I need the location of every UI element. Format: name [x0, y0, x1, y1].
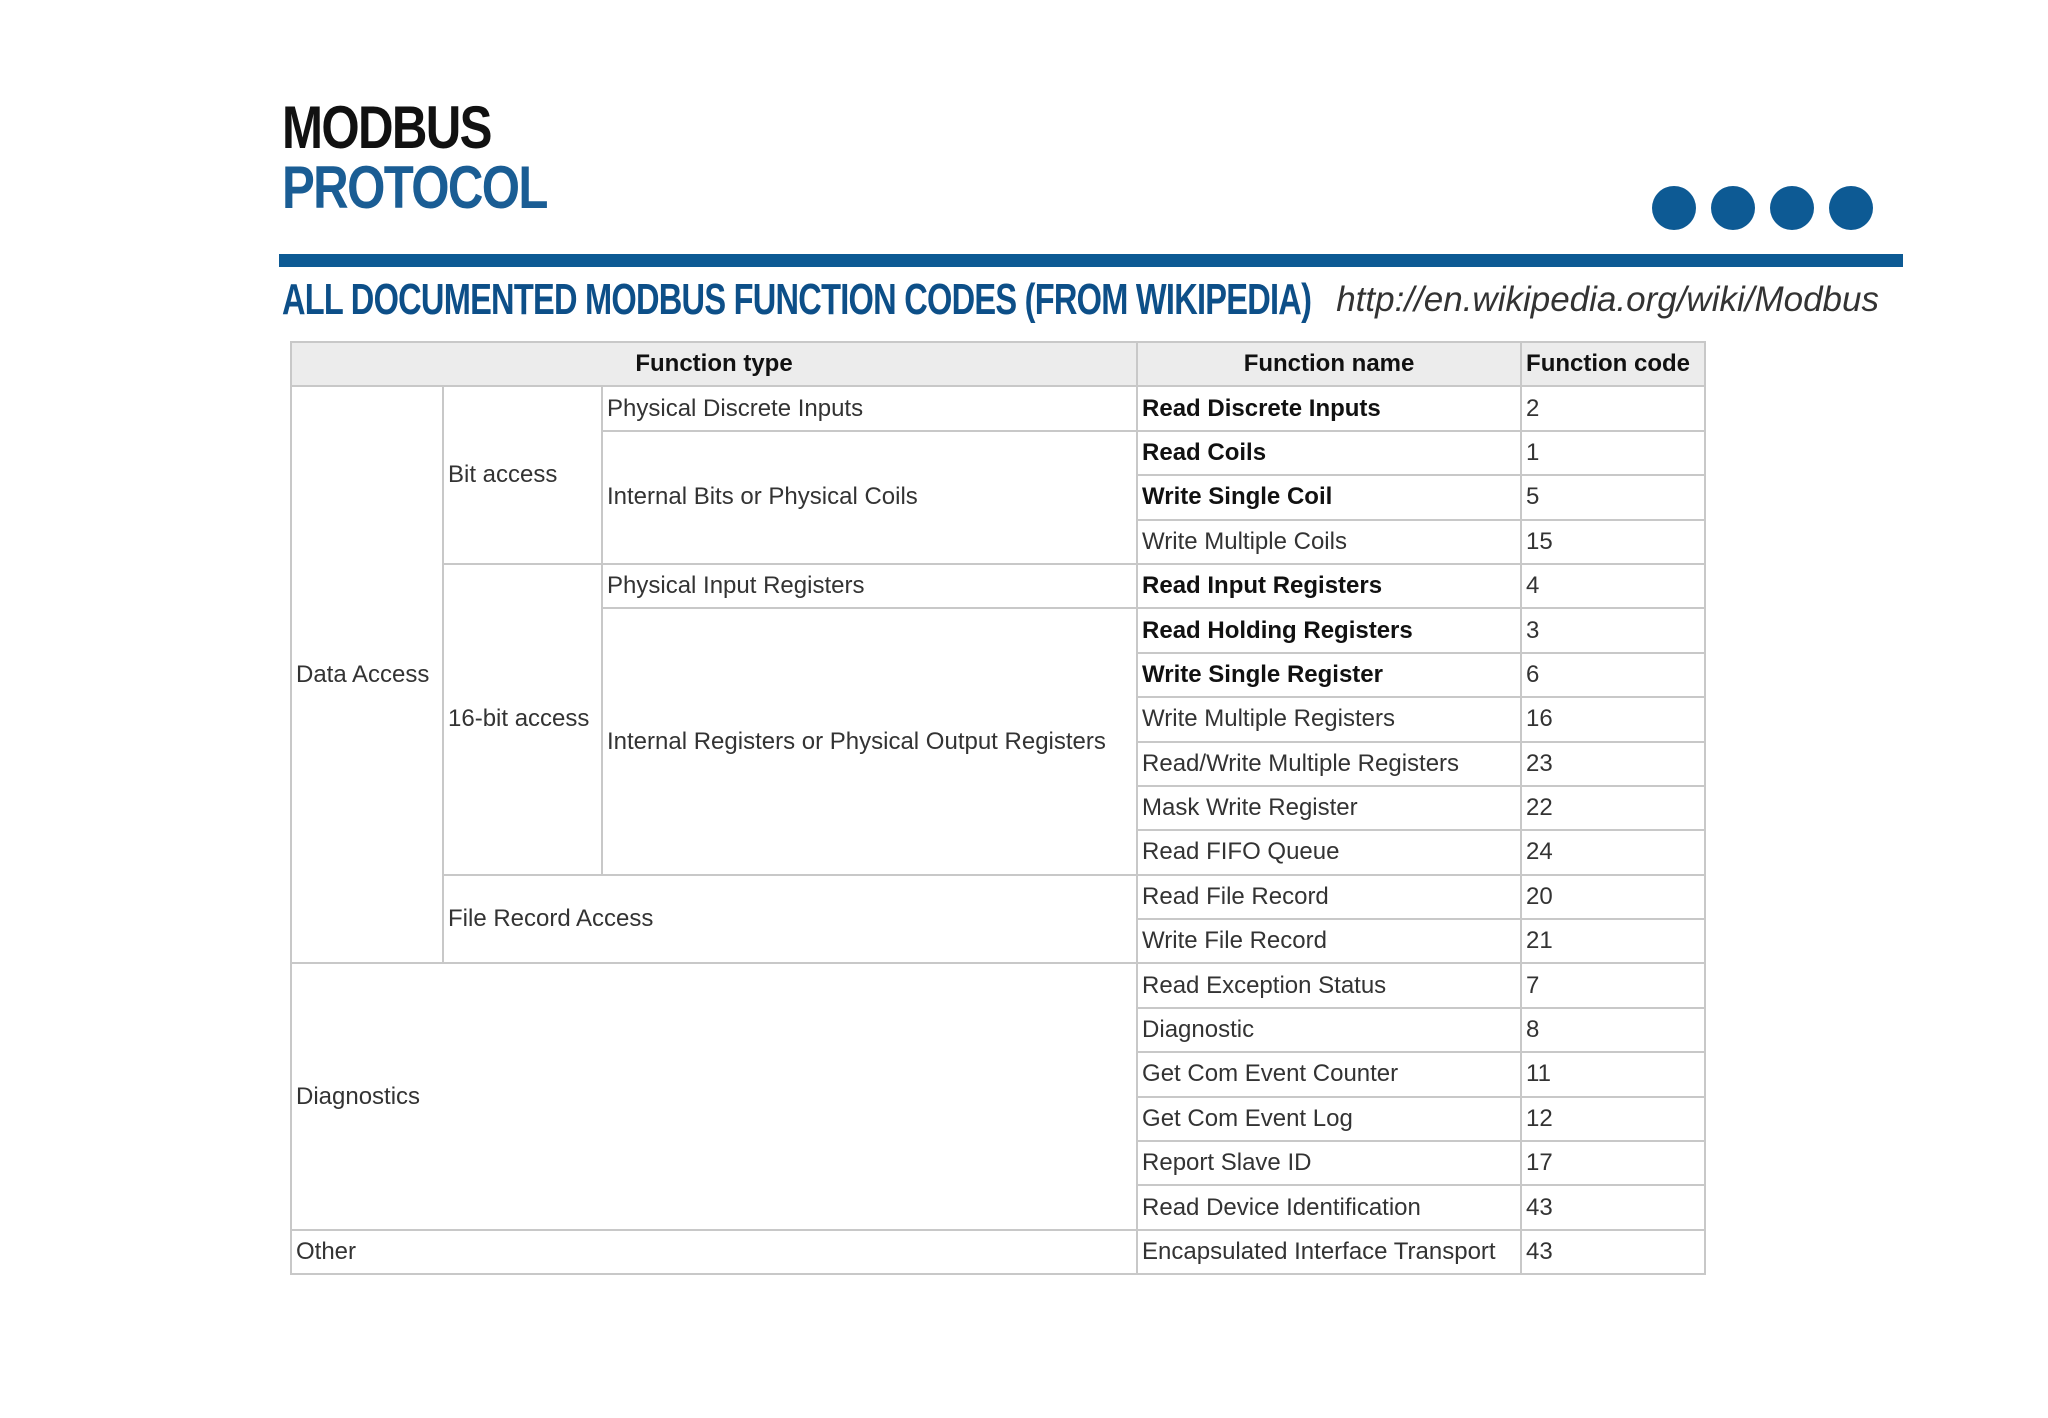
- table-row: [291, 1230, 1705, 1274]
- group-16-bit-access: 16-bit access: [443, 564, 602, 875]
- function-name-cell: Write Single Register: [1137, 653, 1521, 697]
- header-divider: [279, 254, 1903, 267]
- function-code-cell: 8: [1521, 1008, 1705, 1052]
- group-other: Other: [291, 1230, 1137, 1274]
- group-bit-access: Bit access: [443, 386, 602, 564]
- dot-icon: [1711, 186, 1755, 230]
- function-name-cell: Write Single Coil: [1137, 475, 1521, 519]
- function-name-cell: Diagnostic: [1137, 1008, 1521, 1052]
- function-code-cell: 22: [1521, 786, 1705, 830]
- function-code-cell: 43: [1521, 1230, 1705, 1274]
- group-data-access: Data Access: [291, 386, 443, 963]
- header-function-name: Function name: [1137, 342, 1521, 386]
- group-diagnostics: Diagnostics: [291, 963, 1137, 1229]
- table-row: [291, 875, 1705, 919]
- table-row: [291, 564, 1705, 608]
- function-code-cell: 3: [1521, 608, 1705, 652]
- function-code-cell: 24: [1521, 830, 1705, 874]
- function-code-cell: 17: [1521, 1141, 1705, 1185]
- function-name-cell: Read Coils: [1137, 431, 1521, 475]
- group-file-record-access: File Record Access: [443, 875, 1137, 964]
- function-name-cell: Write Multiple Coils: [1137, 520, 1521, 564]
- header-function-type: Function type: [291, 342, 1137, 386]
- function-code-cell: 7: [1521, 963, 1705, 1007]
- function-name-cell: Read Input Registers: [1137, 564, 1521, 608]
- function-code-cell: 20: [1521, 875, 1705, 919]
- page-title: [282, 94, 547, 221]
- table-row: [291, 386, 1705, 430]
- function-code-cell: 5: [1521, 475, 1705, 519]
- title-line-modbus: MODBUS: [282, 94, 491, 161]
- function-code-cell: 11: [1521, 1052, 1705, 1096]
- table-header-row: [291, 342, 1705, 386]
- source-url: http://en.wikipedia.org/wiki/Modbus: [1336, 280, 1879, 319]
- subgroup-internal-registers: Internal Registers or Physical Output Registers: [602, 608, 1137, 874]
- subgroup-physical-input-registers: Physical Input Registers: [602, 564, 1137, 608]
- function-code-cell: 21: [1521, 919, 1705, 963]
- header-function-code: Function code: [1521, 342, 1705, 386]
- slide-subtitle: ALL DOCUMENTED MODBUS FUNCTION CODES (FROM WIKIPEDIA): [282, 275, 1312, 324]
- function-name-cell: Write File Record: [1137, 919, 1521, 963]
- function-code-cell: 1: [1521, 431, 1705, 475]
- function-name-cell: Read Holding Registers: [1137, 608, 1521, 652]
- function-name-cell: Read Exception Status: [1137, 963, 1521, 1007]
- function-name-cell: Read Device Identification: [1137, 1185, 1521, 1229]
- function-code-cell: 16: [1521, 697, 1705, 741]
- table-row: [291, 963, 1705, 1007]
- function-name-cell: Get Com Event Log: [1137, 1097, 1521, 1141]
- function-name-cell: Get Com Event Counter: [1137, 1052, 1521, 1096]
- function-codes-table: [290, 341, 1706, 1275]
- function-code-cell: 43: [1521, 1185, 1705, 1229]
- function-name-cell: Encapsulated Interface Transport: [1137, 1230, 1521, 1274]
- function-code-cell: 23: [1521, 742, 1705, 786]
- dot-icon: [1770, 186, 1814, 230]
- function-name-cell: Report Slave ID: [1137, 1141, 1521, 1185]
- dot-icon: [1652, 186, 1696, 230]
- dot-icon: [1829, 186, 1873, 230]
- function-name-cell: Read FIFO Queue: [1137, 830, 1521, 874]
- function-code-cell: 6: [1521, 653, 1705, 697]
- title-line-protocol: PROTOCOL: [282, 154, 547, 221]
- function-name-cell: Read Discrete Inputs: [1137, 386, 1521, 430]
- function-code-cell: 2: [1521, 386, 1705, 430]
- function-name-cell: Read File Record: [1137, 875, 1521, 919]
- subgroup-internal-bits: Internal Bits or Physical Coils: [602, 431, 1137, 564]
- function-name-cell: Write Multiple Registers: [1137, 697, 1521, 741]
- function-name-cell: Mask Write Register: [1137, 786, 1521, 830]
- subgroup-physical-discrete-inputs: Physical Discrete Inputs: [602, 386, 1137, 430]
- function-name-cell: Read/Write Multiple Registers: [1137, 742, 1521, 786]
- function-code-cell: 12: [1521, 1097, 1705, 1141]
- decorative-dots: [1652, 186, 1873, 230]
- function-code-cell: 4: [1521, 564, 1705, 608]
- function-code-cell: 15: [1521, 520, 1705, 564]
